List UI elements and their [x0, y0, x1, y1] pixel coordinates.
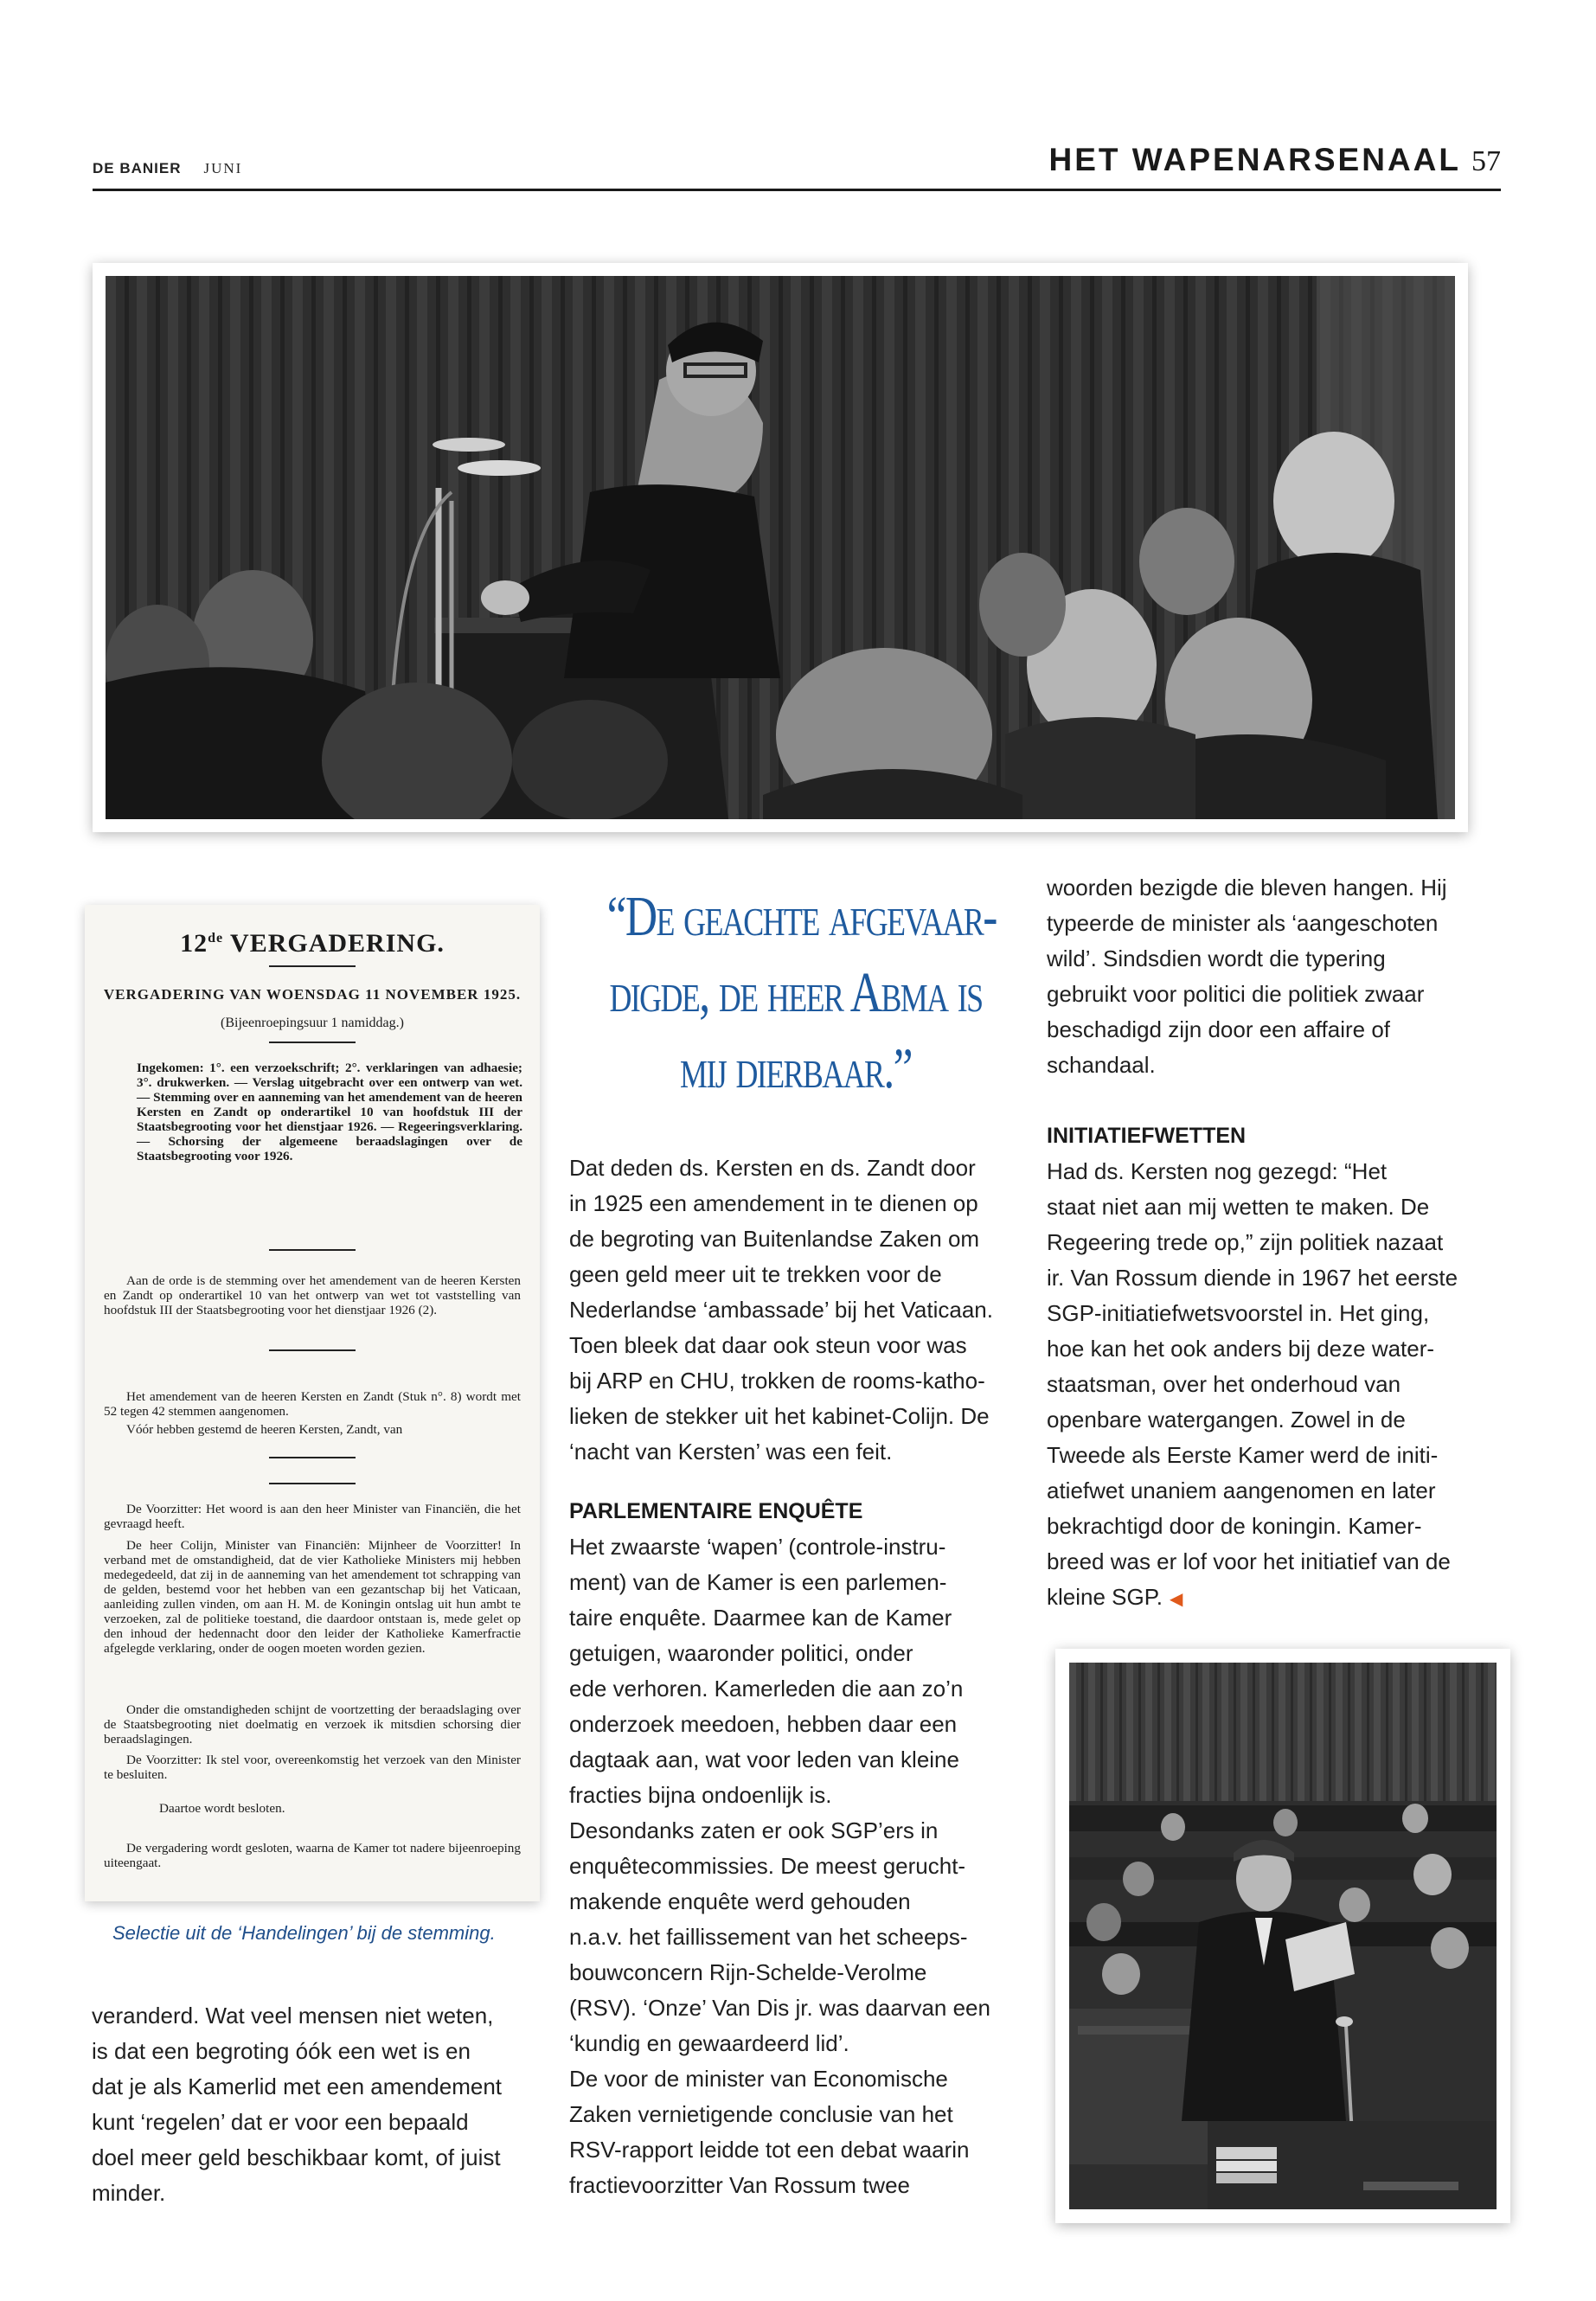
- handelingen-clipping: [85, 905, 540, 1901]
- clipping-paragraph: Onder die omstandigheden schijnt de voortzetting der beraadslaging over de Staatsbegrooting niet doelmatig en verzoek ik mitsdien schorsing dier beraadslagingen.: [104, 1702, 521, 1747]
- section-title: HET WAPENARSENAAL: [1048, 142, 1461, 177]
- clipping-paragraph: Het amendement van de heeren Kersten en Zandt (Stuk n°. 8) wordt met 52 tegen 42 stemmen aangenomen.: [104, 1389, 521, 1419]
- heading-initiatiefwetten: INITIATIEFWETTEN: [1047, 1124, 1247, 1148]
- clipping-rule: [269, 1349, 356, 1351]
- clipping-rule: [269, 1483, 356, 1484]
- column-1-text: veranderd. Wat veel mensen niet weten, is dat een begroting óók een wet is en dat je als Kamerlid met een amendement kunt ‘regelen’ dat er voor een bepaald doel meer geld beschikbaar komt, of juist minder.: [92, 2003, 503, 2206]
- bottom-right-photo: [1055, 1649, 1510, 2223]
- clipping-agenda: Ingekomen: 1°. een verzoekschrift; 2°. verklaringen van adhaesie; 3°. drukwerken. — Verslag uitgebracht over een ontwerp van wet. — Stemming over en aanneming van het amendement van de heeren Kersten en Zandt op onderartikel 10 van hoofdstuk III der Staatsbegrooting voor het dienstjaar 1926. — Regeeringsverklaring. — Schorsing der algemeene beraadslagingen over de Staatsbegrooting voor 1926.: [137, 1061, 522, 1163]
- clipping-paragraph: De Voorzitter: Het woord is aan den heer Minister van Financiën, die het gevraagd heeft.: [104, 1502, 521, 1531]
- clipping-title: 12de VERGADERING.: [180, 929, 445, 958]
- parliament-speaker-photo: [106, 276, 1455, 819]
- heading-parlementaire-enquete: PARLEMENTAIRE ENQUÊTE: [569, 1499, 863, 1523]
- section-header: [1048, 142, 1501, 178]
- magazine-name: DE BANIER: [93, 160, 182, 176]
- clipping-paragraph: De heer Colijn, Minister van Financiën: Mijnheer de Voorzitter! In verband met de omstandigheid, dat de vier Katholieke Ministers mij hebben medegedeeld, dat zij in de aanneming van het amendement tot schrapping van de gelden, bestemd voor het hebben van een gezantschap bij het Vaticaan, aanleiding zullen vinden, om aan H. M. de Koningin ontslag uit hun ambt te verzoeken, zal de politieke toestand, die daardoor ontstaan is, mede gelet op den inhoud der hedennacht door den leider der Katholieke Kamerfractie afgelegde verklaring, onder de oogen moeten worden gezien.: [104, 1538, 521, 1656]
- magazine-header: [93, 160, 242, 177]
- column-3-text: woorden bezigde die bleven hangen. Hij typeerde de minister als ‘aangeschoten wild’. Sindsdien wordt die typering gebruikt voor politici die politiek zwaar beschadigd zijn door een affaire of schandaal. INITIATIEFWETTEN Had ds. Kersten nog gezegd: “Het staat niet aan mij wetten te maken. De Regeering trede op,” zijn politiek nazaat ir. Van Rossum diende in 1967 het eerste SGP-initiatiefwetsvoorstel in. Het ging, hoe kan het ook anders bij deze water- staatsman, over het onderhoud van openbare watergangen. Zowel in de Tweede als Eerste Kamer werd de initi- atiefwet unaniem aangenomen en later bekrachtigd door de koningin. Kamer- breed was er lof voor het initiatief van de kleine SGP. ◀: [1047, 875, 1458, 1610]
- clipping-time: (Bijeenroepingsuur 1 namiddag.): [221, 1016, 404, 1030]
- clipping-rule: [269, 1042, 356, 1043]
- clipping-rule: [269, 965, 356, 967]
- clipping-paragraph: Aan de orde is de stemming over het amendement van de heeren Kersten en Zandt op onderartikel 10 van het ontwerp van wet tot vaststelling van hoofdstuk III der Staatsbegrooting voor het dienstjaar 1926 (2).: [104, 1273, 521, 1317]
- column-2-text: Dat deden ds. Kersten en ds. Zandt door in 1925 een amendement in te dienen op de begroting van Buitenlandse Zaken om geen geld meer uit te trekken voor de Nederlandse ‘ambassade’ bij het Vaticaan. Toen bleek dat daar ook steun voor was bij ARP en CHU, trokken de rooms-katho- lieken de stekker uit het kabinet-Colijn. De ‘nacht van Kersten’ was een feit. PARLEMENTAIRE ENQUÊTE Het zwaarste ‘wapen’ (controle-instru- ment) van de Kamer is een parlemen- taire enquête. Daarmee kan de Kamer getuigen, waaronder politici, onder ede verhoren. Kamerleden die aan zo’n onderzoek meedoen, hebben daar een dagtaak aan, wat voor leden van kleine fracties bijna ondoenlijk is. Desondanks zaten er ook SGP’ers in enquêtecommissies. De meest gerucht- makende enquête werd gehouden n.a.v. het faillissement van het scheeps- bouwconcern Rijn-Schelde-Verolme (RSV). ‘Onze’ Van Dis jr. was daarvan een ‘kundig en gewaardeerd lid’. De voor de minister van Economische Zaken vernietigende conclusie van het RSV-rapport leidde tot een debat waarin fractievoorzitter Van Rossum twee: [569, 1155, 993, 2198]
- header-rule: [93, 189, 1501, 191]
- clipping-subtitle: VERGADERING VAN WOENSDAG 11 NOVEMBER 1925.: [103, 986, 522, 1003]
- clipping-rule: [269, 1457, 356, 1458]
- clipping-caption: Selectie uit de ‘Handelingen’ bij de stemming.: [112, 1922, 496, 1944]
- pull-quote: “De geachte afgevaar- digde, de heer Abma is mij dierbaar.”: [606, 885, 997, 1100]
- clipping-rule: [269, 1249, 356, 1251]
- parliament-speaker-paper-photo: [1069, 1663, 1497, 2209]
- clipping-paragraph: De Voorzitter: Ik stel voor, overeenkomstig het verzoek van den Minister te besluiten.: [104, 1753, 521, 1782]
- clipping-paragraph: De vergadering wordt gesloten, waarna de Kamer tot nadere bijeenroeping uiteengaat.: [104, 1841, 521, 1870]
- end-of-article-icon: ◀: [1169, 1590, 1183, 1609]
- clipping-paragraph: Daartoe wordt besloten.: [159, 1801, 285, 1816]
- issue-month: JUNI: [203, 160, 243, 176]
- top-photo: [93, 263, 1468, 832]
- page-number: 57: [1471, 145, 1501, 177]
- clipping-paragraph: Vóór hebben gestemd de heeren Kersten, Zandt, van: [126, 1422, 403, 1437]
